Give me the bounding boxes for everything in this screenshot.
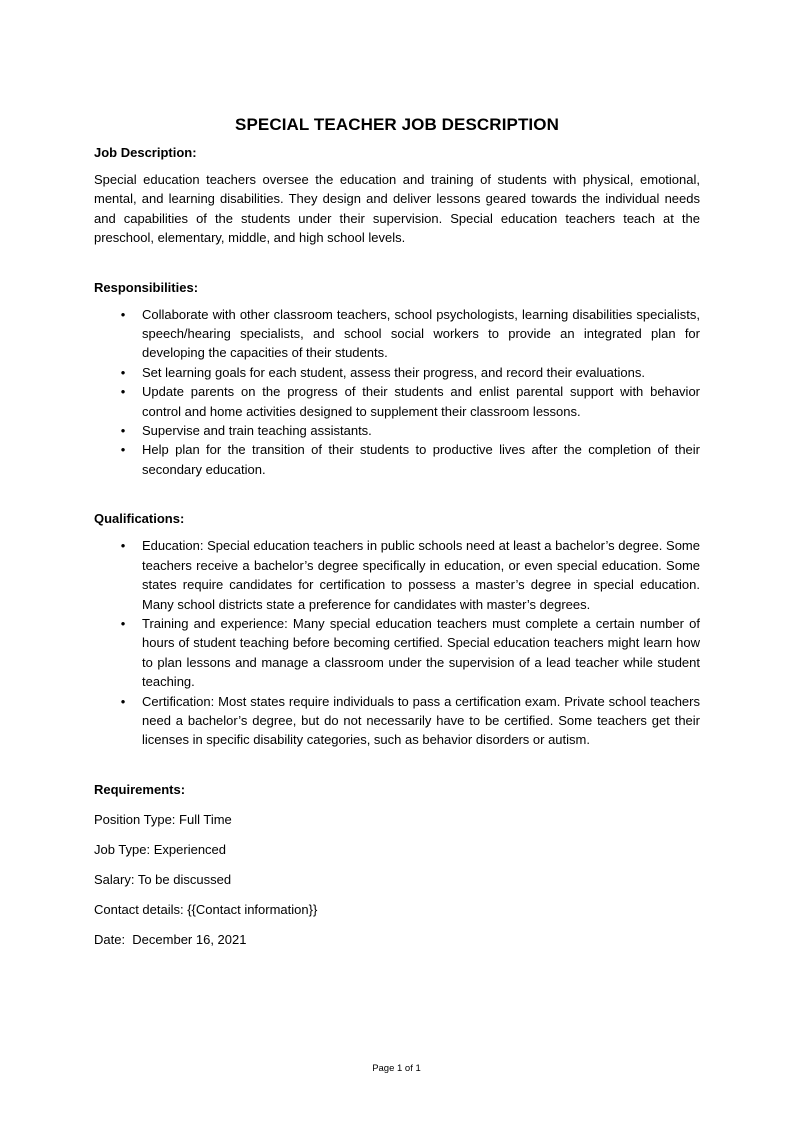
position-type: Position Type: Full Time [94,811,232,827]
list-item-text: Supervise and train teaching assistants. [142,423,372,439]
bullet-icon: • [120,384,126,400]
list-item-text: Help plan for the transition of their students to productive lives after the completion of their secondary education. [142,442,700,477]
bullet-icon: • [120,538,126,554]
job-description-text: Special education teachers oversee the education and training of students with physical, emotional, mental, and learning disabilities. They design and deliver lessons geared towards the individual needs and capabilities of the students under their supervision. Special education teachers teach at the preschool, elementary, middle, and high school levels. [94,172,700,246]
list-item [94,536,700,614]
date: Date: December 16, 2021 [94,931,247,947]
list-item [94,305,700,363]
responsibilities-heading: Responsibilities: [94,279,199,295]
job-type: Job Type: Experienced [94,841,227,857]
list-item [94,382,700,421]
list-item [94,614,700,692]
bullet-icon: • [120,442,126,458]
list-item-text: Update parents on the progress of their students and enlist parental support with behavior control and home activities designed to supplement their classroom lessons. [142,384,700,419]
qualifications-heading: Qualifications: [94,511,185,527]
bullet-icon: • [120,693,126,709]
salary: Salary: To be discussed [94,871,232,887]
page-number-footer: Page 1 of 1 [372,1063,421,1074]
bullet-icon: • [120,615,126,631]
list-item [94,692,700,750]
list-item-text: Training and experience: Many special education teachers must complete a certain number of hours of student teaching before becoming certified. Special education teachers might learn how to plan lessons and manage a classroom under the supervision of a lead teacher while student teaching. [142,615,700,690]
document-content [94,114,700,961]
bullet-icon: • [120,306,126,322]
list-item-text: Set learning goals for each student, assess their progress, and record their evaluations. [142,364,645,380]
contact-details: Contact details: {{Contact information}} [94,901,318,917]
page-title: SPECIAL TEACHER JOB DESCRIPTION [235,115,559,134]
list-item-text: Collaborate with other classroom teachers, school psychologists, learning disabilities specialists, speech/hearing specialists, and school social workers to provide an integrated plan for developing the capacities of their students. [142,306,700,361]
list-item-text: Certification: Most states require individuals to pass a certification exam. Private school teachers need a bachelor’s degree, but do not necessarily have to be certified. Some teachers get their licenses in specific disability categories, such as behavior disorders or autism. [142,693,700,748]
bullet-icon: • [120,364,126,380]
requirements-heading: Requirements: [94,781,186,797]
list-item [94,440,700,479]
list-item [94,363,700,382]
bullet-icon: • [120,423,126,439]
list-item [94,421,700,440]
list-item-text: Education: Special education teachers in public schools need at least a bachelor’s degree. Some teachers receive a bachelor’s degree specifically in education, or even special education. Some states require candidates for certification to possess a master’s degree in special education. Many school districts state a preference for candidates with master’s degrees. [142,538,700,612]
job-description-heading: Job Description: [94,145,197,160]
responsibilities-list [94,305,700,480]
qualifications-list [94,536,700,749]
